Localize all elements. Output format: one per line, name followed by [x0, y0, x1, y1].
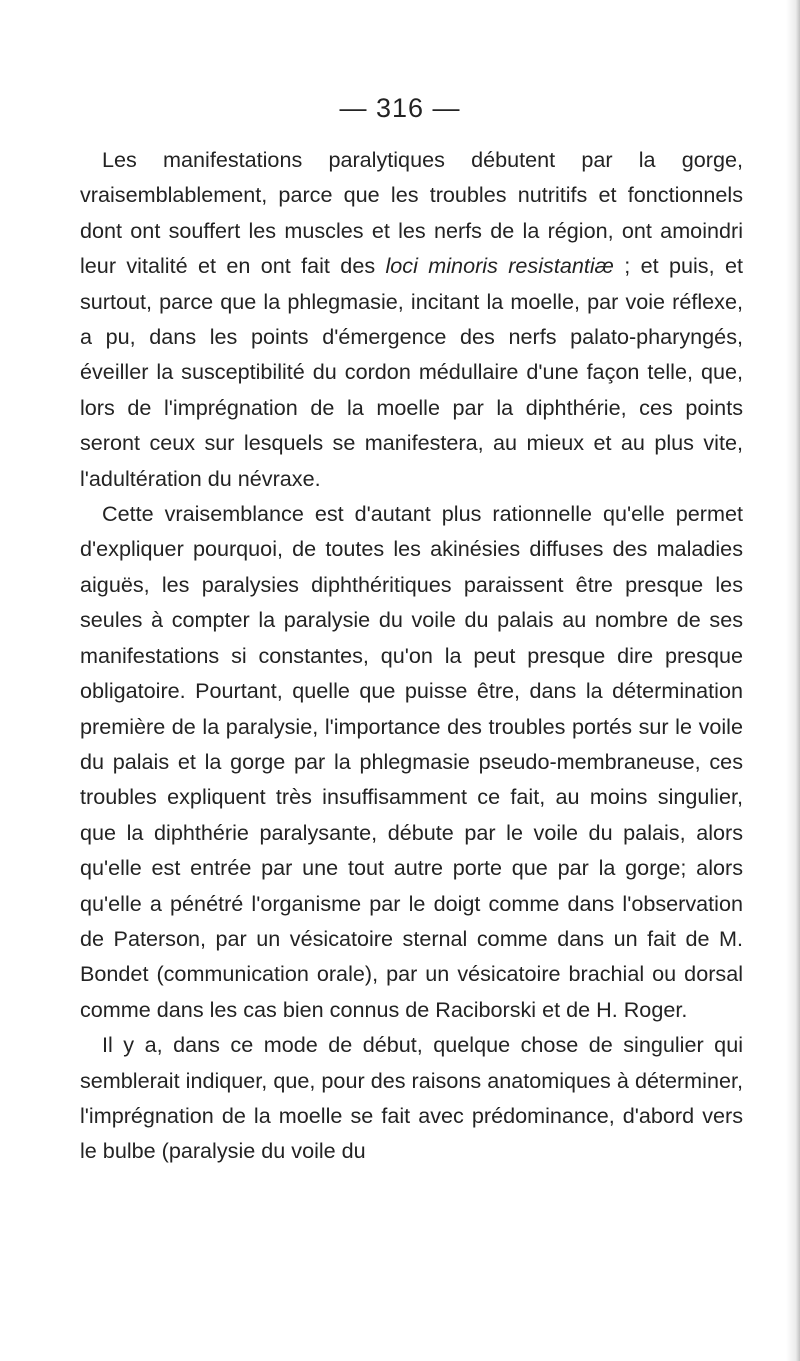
paragraph-2-text: Cette vraisemblance est d'autant plus rationnelle qu'elle permet d'expliquer pourquoi, de toutes les akinésies diffuses des maladies aiguës, les paralysies diphthéritiques paraissent être presque les seules à compter la paralysie du voile du palais au nombre de ses manifestations si constantes, qu'on la peut presque dire presque obligatoire. Pourtant, quelle que puisse être, dans la détermination première de la paralysie, l'importance des troubles portés sur le voile du palais et la gorge par la phlegmasie pseudo-membraneuse, ces troubles expliquent très insuffisamment ce fait, au moins singulier, que la diphthérie paralysante, débute par le voile du palais, alors qu'elle est entrée par une tout autre porte que par la gorge; alors qu'elle a pénétré l'organisme par le doigt comme dans l'observation de Paterson, par un vésicatoire sternal comme dans un fait de M. Bondet (communication orale), par un vésicatoire brachial ou dorsal comme dans les cas bien connus de Raciborski et de H. Roger. [80, 501, 743, 1022]
paragraph-1-text: Les manifestations paralytiques débutent par la gorge, vraisemblablement, parce que les troubles nutritifs et fonctionnels dont ont souffert les muscles et les nerfs de la région, ont amoindri leur vitalité et en ont fait des [80, 147, 743, 279]
page-number: — 316 — [339, 93, 461, 123]
paragraph-1-text-end: ; et puis, et surtout, parce que la phlegmasie, incitant la moelle, par voie réflexe, a pu, dans les points d'émergence des nerfs palato-pharyngés, éveiller la susceptibilité du cordon médullaire d'une façon telle, que, lors de l'imprégnation de la moelle par la diphthérie, ces points seront ceux sur lesquels se manifestera, au mieux et au plus vite, l'adultération du névraxe. [80, 253, 743, 491]
paragraph-3-text: Il y a, dans ce mode de début, quelque chose de singulier qui semblerait indiquer, que, pour des raisons anatomiques à déterminer, l'imprégnation de la moelle se fait avec prédominance, d'abord vers le bulbe (paralysie du voile du [80, 1032, 743, 1164]
body-text [80, 142, 743, 1169]
paragraph-1 [80, 142, 743, 496]
paragraph-3 [80, 1027, 743, 1169]
paragraph-2 [80, 496, 743, 1027]
page-edge-shadow [786, 0, 800, 1361]
paragraph-1-italic: loci minoris resistantiæ [385, 253, 614, 279]
